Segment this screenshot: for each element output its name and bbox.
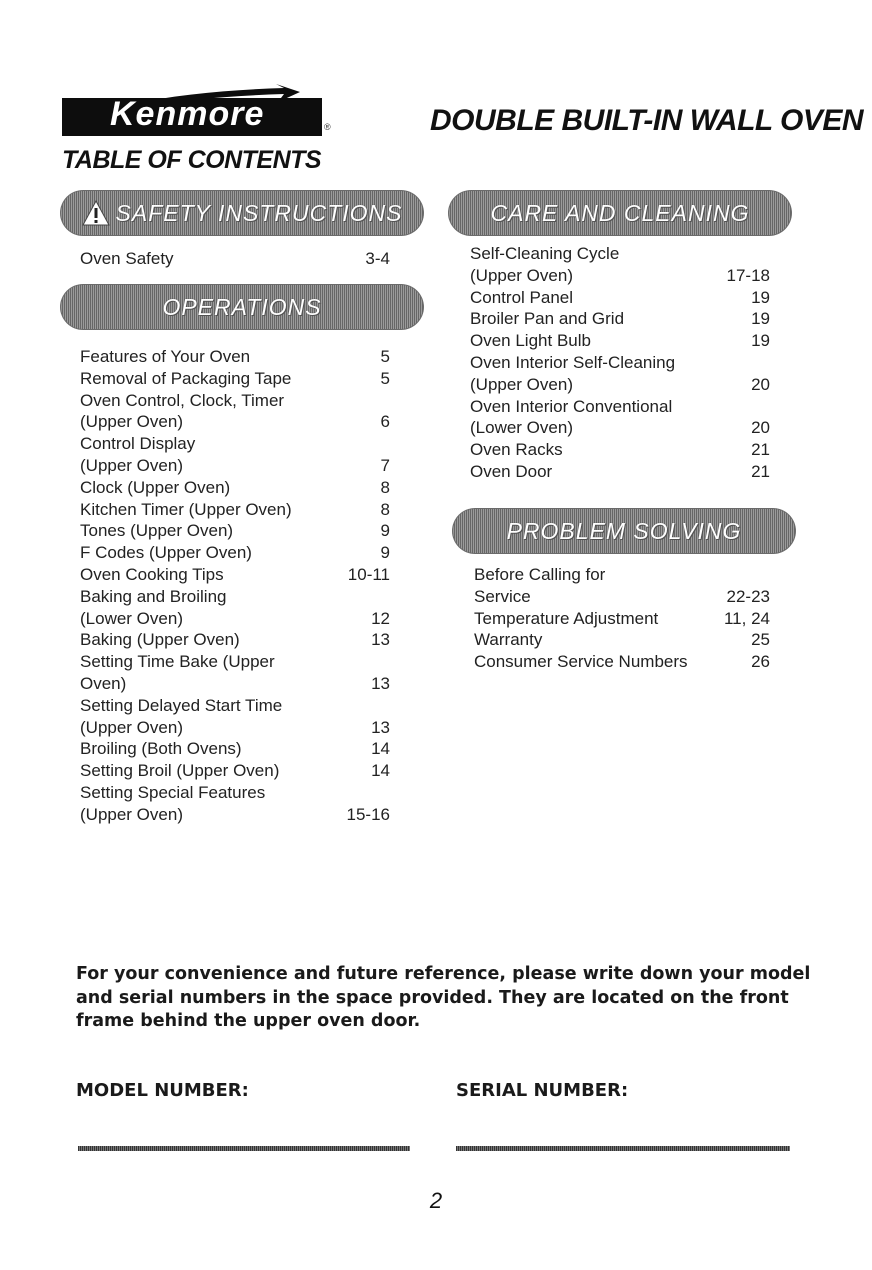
toc-entry-page: 13 — [371, 673, 390, 693]
banner-label: PROBLEM SOLVING — [506, 517, 742, 544]
toc-list-operations — [80, 346, 390, 826]
toc-entry-page: 3-4 — [365, 249, 390, 268]
toc-entry-title: Oven Light Bulb — [470, 331, 591, 351]
toc-entry-page: 12 — [371, 608, 390, 628]
trademark-mark: ® — [324, 122, 331, 132]
toc-entry-line — [470, 287, 770, 309]
toc-entry — [470, 330, 770, 352]
toc-entry-page: 8 — [380, 499, 390, 519]
toc-entry — [470, 374, 770, 396]
toc-entry-title: F Codes (Upper Oven) — [80, 543, 252, 563]
toc-entry-title: Oven Interior Self-Cleaning — [470, 352, 676, 372]
toc-entry — [470, 308, 770, 330]
toc-entry-page: 9 — [380, 543, 390, 563]
serial-number-notice: For your convenience and future reference, please write down your model and serial numbers in the space provided. They are located on the front frame behind the upper oven door. — [76, 964, 811, 1031]
toc-entry-page: 7 — [380, 455, 390, 475]
toc-entry-page: 25 — [751, 630, 770, 650]
toc-entry-page: 20 — [751, 374, 770, 394]
model-number-label: MODEL NUMBER: — [76, 1080, 249, 1101]
toc-entry-title: Temperature Adjustment — [474, 608, 659, 628]
toc-entry-title: Broiling (Both Ovens) — [80, 739, 242, 759]
toc-entry-line — [80, 346, 390, 368]
toc-entry-title: Clock (Upper Oven) — [80, 477, 231, 497]
banner-problem-solving — [452, 508, 796, 554]
toc-entry — [80, 542, 390, 564]
toc-entry — [470, 287, 770, 309]
toc-entry-title: Features of Your Oven — [80, 347, 251, 366]
toc-list-care — [470, 243, 770, 483]
toc-entry-title: Setting Broil (Upper Oven) — [80, 761, 280, 781]
toc-list-safety — [80, 248, 390, 270]
toc-entry-line — [80, 542, 390, 564]
toc-entry-line — [80, 477, 390, 499]
toc-entry-title: Oven Control, Clock, Timer — [80, 390, 285, 410]
page-number: 2 — [429, 1188, 443, 1213]
toc-entry-line — [80, 390, 390, 412]
page-title: DOUBLE BUILT-IN WALL OVEN — [430, 104, 864, 137]
toc-entry-line — [80, 455, 390, 477]
toc-entry-title: Removal of Packaging Tape — [80, 368, 292, 388]
toc-entry-title: (Upper Oven) — [470, 374, 573, 394]
warning-icon — [82, 199, 110, 227]
toc-entry — [470, 439, 770, 461]
toc-dot-leader — [235, 525, 378, 537]
toc-entry-title: Oven Racks — [470, 440, 563, 460]
toc-entry-page: 8 — [380, 477, 390, 497]
toc-entry-page: 11, 24 — [723, 608, 770, 628]
toc-dot-leader — [294, 504, 379, 516]
toc-entry-title: Baking (Upper Oven) — [80, 630, 240, 650]
toc-entry-title: Kitchen Timer (Upper Oven) — [80, 499, 292, 519]
toc-entry — [80, 477, 390, 499]
toc-entry — [470, 461, 770, 483]
toc-entry-page: 13 — [371, 630, 390, 650]
toc-entry-title: Control Panel — [470, 287, 574, 307]
toc-entry — [80, 248, 390, 270]
toc-dot-leader — [185, 809, 345, 821]
toc-entry — [80, 760, 390, 782]
toc-entry-title: Oven Door — [470, 461, 553, 481]
toc-dot-leader — [575, 379, 749, 391]
toc-entry — [80, 499, 390, 521]
toc-entry-title: Oven Cooking Tips — [80, 564, 224, 584]
toc-dot-leader — [176, 253, 364, 265]
toc-entry-title: (Upper Oven) — [80, 804, 183, 824]
toc-entry-line — [80, 520, 390, 542]
toc-dot-leader — [575, 422, 749, 434]
logo-wordmark: Kenmore — [110, 95, 265, 133]
toc-entry-line — [474, 564, 770, 586]
toc-dot-leader — [575, 270, 725, 282]
toc-entry — [80, 586, 390, 608]
toc-entry-line — [470, 417, 770, 439]
toc-entry-line — [474, 651, 770, 673]
toc-entry — [80, 782, 390, 804]
toc-dot-leader — [626, 313, 749, 325]
toc-entry-line — [80, 368, 390, 390]
banner-label: OPERATIONS — [162, 293, 322, 320]
toc-entry — [80, 804, 390, 826]
toc-entry-title: (Lower Oven) — [80, 608, 183, 628]
toc-dot-leader — [226, 569, 346, 581]
toc-dot-leader — [660, 613, 722, 625]
toc-entry — [474, 608, 770, 630]
toc-entry-title: Tones (Upper Oven) — [80, 521, 234, 541]
toc-dot-leader — [293, 373, 378, 385]
toc-entry-line — [80, 738, 390, 760]
toc-entry-page: 14 — [371, 739, 390, 759]
model-number-field[interactable] — [78, 1146, 410, 1151]
toc-dot-leader — [690, 656, 750, 668]
toc-entry-line — [470, 374, 770, 396]
banner-operations — [60, 284, 424, 330]
toc-entry-line — [474, 608, 770, 630]
toc-entry-title: Oven Safety — [80, 249, 174, 268]
toc-entry — [80, 629, 390, 651]
toc-entry-line — [470, 330, 770, 352]
toc-entry — [80, 520, 390, 542]
toc-entry-line — [80, 248, 390, 270]
toc-entry-title: Service — [474, 586, 531, 606]
toc-entry-title: Control Display — [80, 434, 196, 454]
toc-dot-leader — [185, 722, 369, 734]
toc-entry-page: 21 — [751, 440, 770, 460]
toc-entry-page: 20 — [751, 418, 770, 438]
serial-number-label: SERIAL NUMBER: — [456, 1080, 629, 1101]
toc-entry — [80, 411, 390, 433]
toc-entry-title: Self-Cleaning Cycle — [470, 244, 620, 263]
toc-entry — [80, 564, 390, 586]
toc-entry-title: (Upper Oven) — [470, 265, 573, 285]
toc-entry-title: Oven) — [80, 673, 127, 693]
toc-entry-page: 17-18 — [726, 265, 770, 285]
toc-entry-page: 22-23 — [726, 586, 770, 606]
toc-entry — [80, 717, 390, 739]
toc-entry-line — [470, 439, 770, 461]
toc-entry-title: Oven Interior Conventional — [470, 396, 673, 416]
toc-dot-leader — [252, 351, 378, 363]
toc-entry-line — [80, 717, 390, 739]
toc-entry-title: Setting Special Features — [80, 782, 266, 802]
toc-entry-page: 19 — [751, 331, 770, 351]
toc-dot-leader — [593, 335, 749, 347]
toc-dot-leader — [128, 678, 369, 690]
toc-entry — [470, 396, 770, 418]
toc-entry-title: Warranty — [474, 630, 543, 650]
toc-entry-line — [474, 629, 770, 651]
toc-entry-line — [474, 586, 770, 608]
toc-entry-line — [470, 265, 770, 287]
toc-entry-line — [80, 433, 390, 455]
toc-entry — [470, 265, 770, 287]
toc-entry-line — [80, 564, 390, 586]
toc-entry-title: Setting Time Bake (Upper — [80, 652, 275, 672]
toc-entry-page: 14 — [371, 761, 390, 781]
toc-entry-title: Baking and Broiling — [80, 586, 227, 606]
toc-entry-line — [80, 782, 390, 804]
toc-entry-page: 15-16 — [346, 804, 390, 824]
banner-label: CARE AND CLEANING — [490, 199, 750, 226]
toc-entry-line — [470, 352, 770, 374]
toc-entry — [470, 243, 770, 265]
toc-entry — [474, 651, 770, 673]
toc-entry — [80, 455, 390, 477]
toc-entry-line — [80, 695, 390, 717]
toc-entry — [80, 346, 390, 368]
toc-entry-title: (Upper Oven) — [80, 455, 183, 475]
toc-entry — [470, 417, 770, 439]
toc-entry — [80, 673, 390, 695]
toc-entry-title: Setting Delayed Start Time — [80, 695, 283, 715]
toc-entry-page: 9 — [380, 521, 390, 541]
toc-entry-title: (Upper Oven) — [80, 412, 183, 432]
toc-entry-line — [80, 411, 390, 433]
toc-entry-line — [80, 608, 390, 630]
serial-number-field[interactable] — [456, 1146, 790, 1151]
toc-dot-leader — [544, 634, 749, 646]
toc-dot-leader — [185, 416, 379, 428]
toc-dot-leader — [185, 613, 369, 625]
kenmore-logo — [62, 84, 332, 138]
toc-entry-title: Broiler Pan and Grid — [470, 309, 625, 329]
toc-entry — [474, 586, 770, 608]
toc-entry-line — [80, 499, 390, 521]
toc-entry-line — [80, 651, 390, 673]
toc-entry-title: Before Calling for — [474, 565, 606, 584]
toc-entry — [80, 433, 390, 455]
toc-dot-leader — [554, 466, 749, 478]
toc-entry-line — [470, 461, 770, 483]
toc-dot-leader — [565, 444, 749, 456]
toc-entry-page: 19 — [751, 309, 770, 329]
toc-entry — [474, 629, 770, 651]
toc-dot-leader — [232, 482, 378, 494]
toc-dot-leader — [254, 547, 379, 559]
toc-dot-leader — [244, 743, 370, 755]
toc-entry — [474, 564, 770, 586]
toc-entry-page: 21 — [751, 461, 770, 481]
toc-entry — [470, 352, 770, 374]
toc-dot-leader — [242, 634, 369, 646]
banner-care-and-cleaning — [448, 190, 792, 236]
banner-label: SAFETY INSTRUCTIONS — [115, 199, 403, 226]
toc-entry-page: 5 — [380, 347, 390, 366]
toc-entry-page: 19 — [751, 287, 770, 307]
toc-dot-leader — [281, 765, 369, 777]
toc-title: TABLE OF CONTENTS — [62, 146, 322, 174]
toc-entry-title: (Upper Oven) — [80, 717, 183, 737]
toc-dot-leader — [533, 591, 725, 603]
toc-entry-line — [80, 760, 390, 782]
toc-entry-title: (Lower Oven) — [470, 418, 573, 438]
toc-entry-line — [80, 629, 390, 651]
toc-entry-line — [470, 308, 770, 330]
toc-entry — [80, 651, 390, 673]
toc-list-problem — [474, 564, 770, 673]
toc-entry-line — [470, 243, 770, 265]
toc-entry-line — [80, 586, 390, 608]
toc-entry-page: 26 — [751, 652, 770, 672]
toc-dot-leader — [575, 292, 749, 304]
toc-dot-leader — [185, 460, 379, 472]
toc-entry-page: 10-11 — [347, 564, 390, 584]
toc-entry — [80, 390, 390, 412]
toc-entry-page: 13 — [371, 717, 390, 737]
banner-safety-instructions — [60, 190, 424, 236]
toc-entry-line — [80, 804, 390, 826]
toc-entry-line — [470, 396, 770, 418]
toc-entry-page: 5 — [380, 368, 390, 388]
toc-entry-page: 6 — [380, 412, 390, 432]
toc-entry — [80, 695, 390, 717]
toc-entry-title: Consumer Service Numbers — [474, 652, 688, 672]
toc-entry — [80, 608, 390, 630]
toc-entry — [80, 738, 390, 760]
toc-entry-line — [80, 673, 390, 695]
toc-entry — [80, 368, 390, 390]
